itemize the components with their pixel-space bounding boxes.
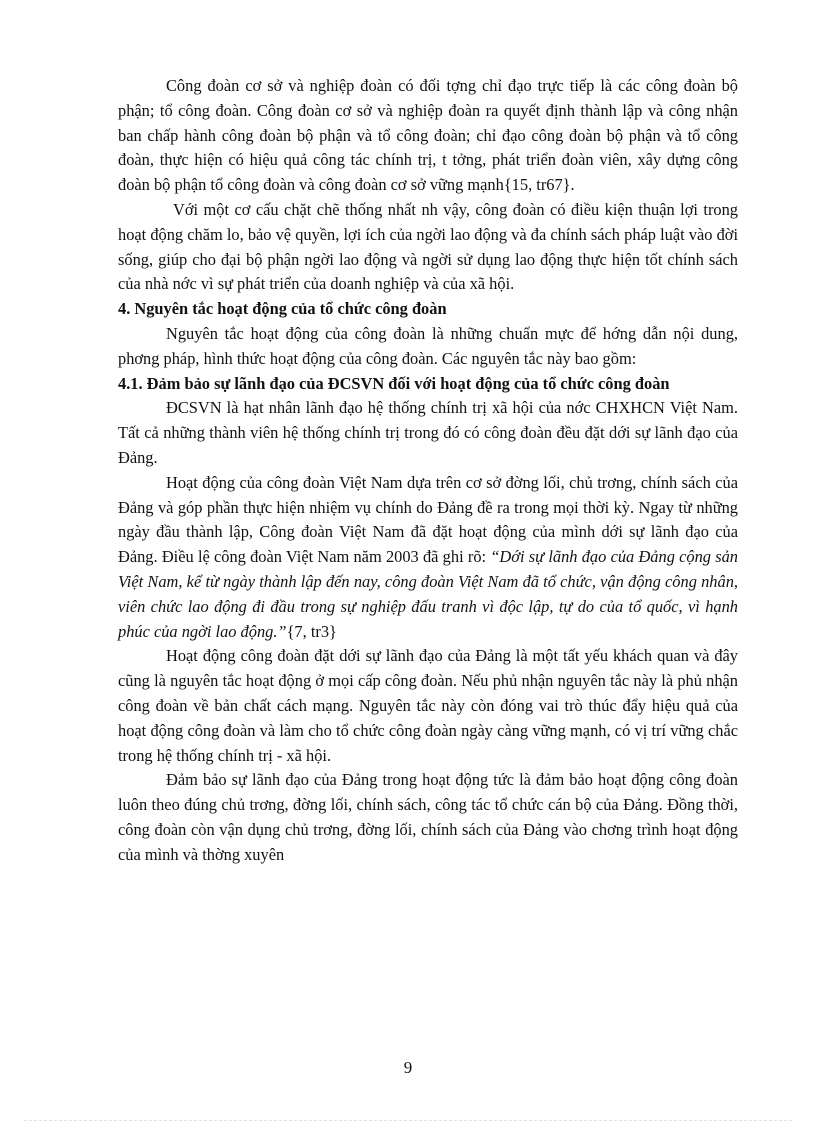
heading-section-4-1: 4.1. Đảm bảo sự lãnh đạo của ĐCSVN đối với hoạt động của tổ chức công đoàn	[118, 373, 670, 393]
citation-ref: {7, tr3}	[286, 621, 337, 641]
paragraph-union-activity	[118, 471, 738, 645]
paragraph-union-activity-text: Hoạt động của công đoàn Việt Nam dựa trên cơ sở đờng lối, chủ trơng, chính sách của Đảng và góp phần thực hiện nhiệm vụ chính do Đảng đề ra trong mọi thời kỳ. Ngay từ những ngày đầu thành lập, Công đoàn Việt Nam đã đặt hoạt động của mình dới sự lãnh đạo của Đảng. Điều lệ công đoàn Việt Nam năm 2003 đã ghi rõ:	[118, 472, 738, 567]
paragraph-party-nucleus: ĐCSVN là hạt nhân lãnh đạo hệ thống chính trị xã hội của nớc CHXHCN Việt Nam. Tất cả những thành viên hệ thống chính trị trong đó có công đoàn đều đặt dới sự lãnh đạo của Đảng.	[118, 398, 738, 467]
page-number: 9	[403, 1058, 413, 1077]
paragraph-ensure-leadership: Đảm bảo sự lãnh đạo của Đảng trong hoạt động tức là đảm bảo hoạt động công đoàn luôn theo đúng chủ trơng, đờng lối, chính sách, công tác tổ chức cán bộ của Đảng. Đồng thời, công đoàn còn vận dụng chủ trơng, đờng lối, chính sách của Đảng vào chơng trình hoạt động của mình và thờng xuyên	[118, 770, 738, 864]
page-footer-divider	[24, 1120, 792, 1121]
charter-quote: “Dới sự lãnh đạo của Đảng cộng sản Việt Nam, kể từ ngày thành lập đến nay, công đoàn Việt Nam đã tổ chức, vận động công nhân, viên chức lao động đi đầu trong sự nghiệp đấu tranh vì độc lập, tự do của tổ quốc, vì hạnh phúc của ngời lao động.”	[118, 547, 739, 641]
heading-section-4: 4. Nguyên tắc hoạt động của tổ chức công đoàn	[118, 299, 447, 319]
document-page	[118, 74, 738, 868]
paragraph-unified-structure: Với một cơ cấu chặt chẽ thống nhất nh vậy, công đoàn có điều kiện thuận lợi trong hoạt động chăm lo, bảo vệ quyền, lợi ích của ngời lao động và đa chính sách pháp luật vào đời sống, giúp cho đại bộ phận ngời lao động và ngời sử dụng lao động thực hiện tốt chính sách của nhà nớc vì sự phát triển của doanh nghiệp và của xã hội.	[118, 199, 738, 294]
paragraph-principles-intro: Nguyên tắc hoạt động của công đoàn là những chuẩn mực để hớng dẫn nội dung, phơng pháp, hình thức hoạt động của công đoàn. Các nguyên tắc này bao gồm:	[118, 323, 738, 368]
paragraph-objective-necessity: Hoạt động công đoàn đặt dới sự lãnh đạo của Đảng là một tất yếu khách quan và đây cũng là nguyên tắc hoạt động ở mọi cấp công đoàn. Nếu phủ nhận nguyên tắc này là phủ nhận công đoàn về bản chất cách mạng. Nguyên tắc này còn đóng vai trò thúc đẩy hiệu quả của hoạt động công đoàn và làm cho tổ chức công đoàn ngày càng vững mạnh, có vị trí vững chắc trong hệ thống chính trị - xã hội.	[118, 646, 738, 765]
paragraph-grassroots-union: Công đoàn cơ sở và nghiệp đoàn có đối tợng chỉ đạo trực tiếp là các công đoàn bộ phận; tổ công đoàn. Công đoàn cơ sở và nghiệp đoàn ra quyết định thành lập và công nhận ban chấp hành công đoàn bộ phận và tổ công đoàn; chỉ đạo công đoàn bộ phận và tổ công đoàn, thực hiện có hiệu quả công tác chính trị, t tởng, phát triển đoàn viên, xây dựng công đoàn bộ phận tổ công đoàn và công đoàn cơ sở vững mạnh{15, tr67}.	[118, 76, 738, 195]
